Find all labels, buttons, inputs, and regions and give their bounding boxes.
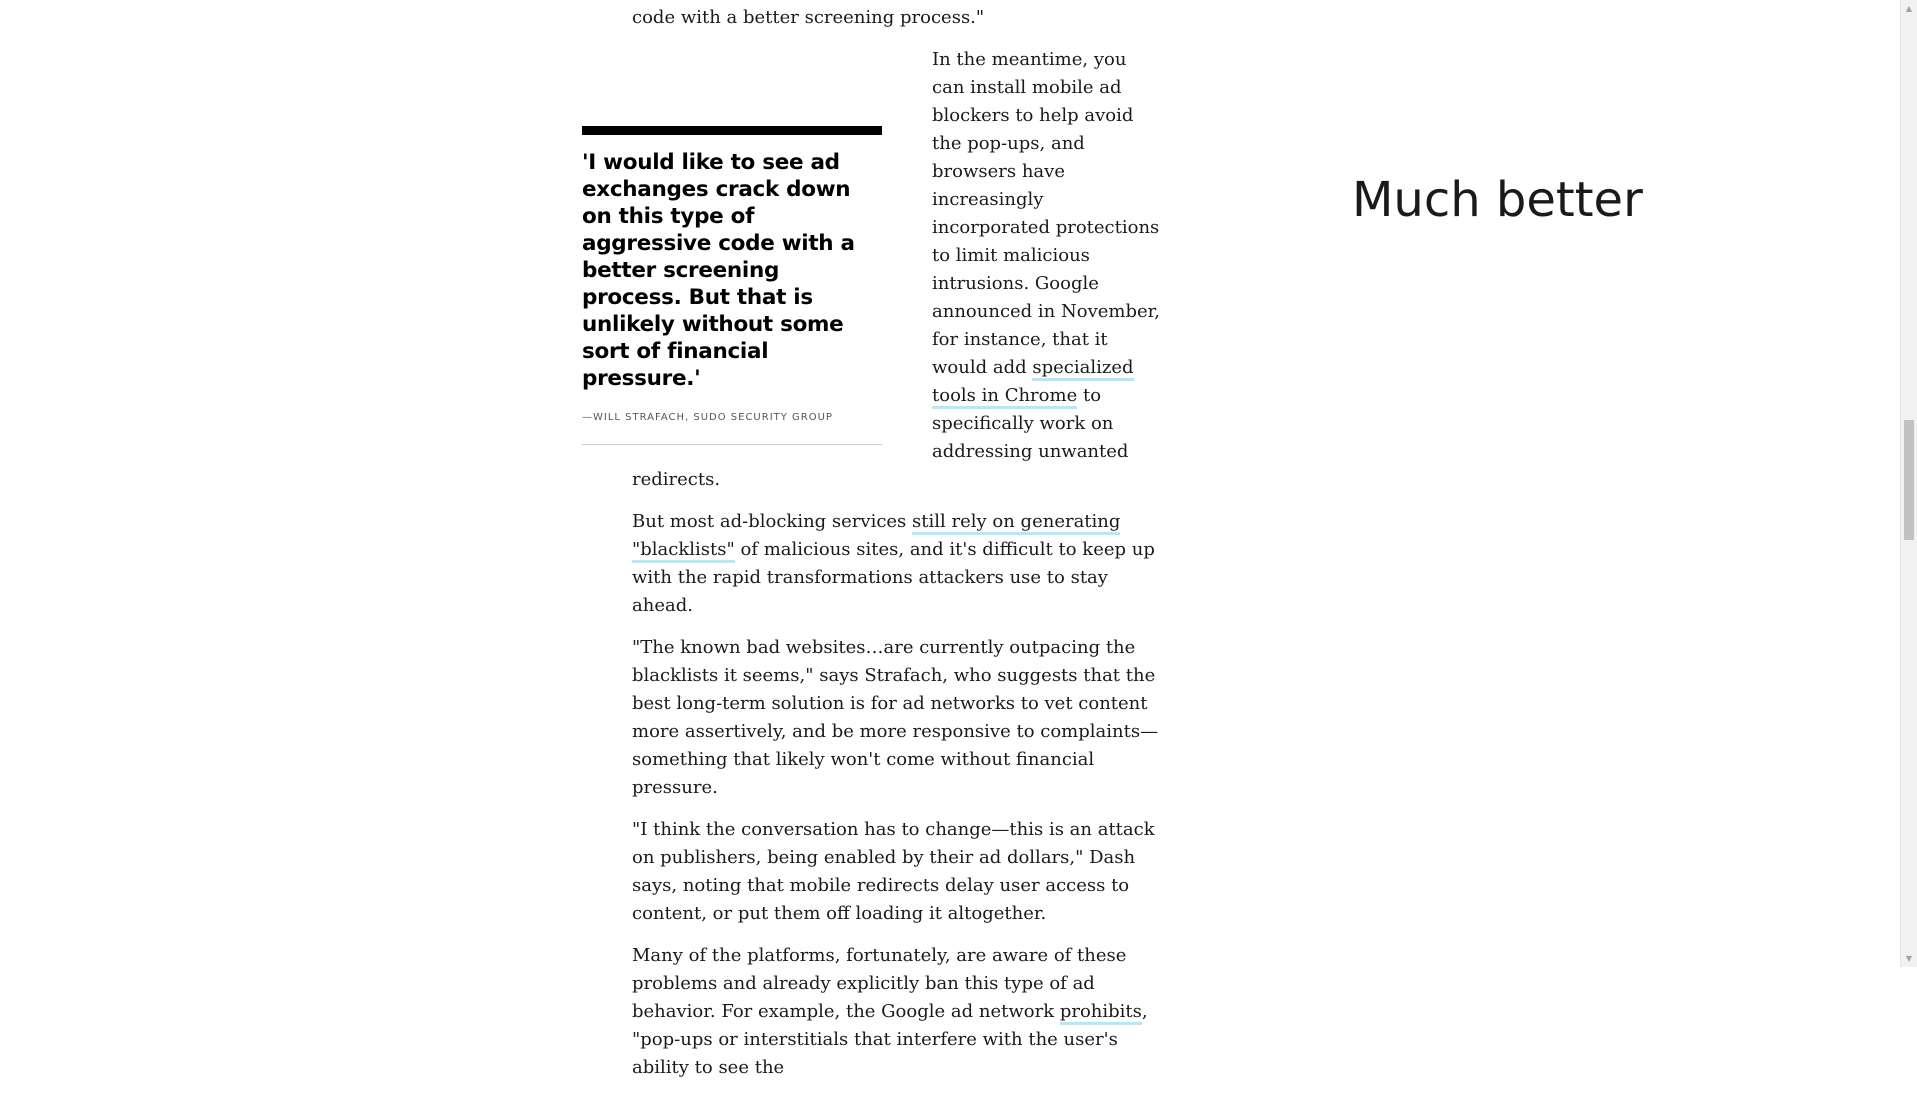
article-body: [582, 0, 1162, 1096]
scroll-up-icon[interactable]: ▲: [1905, 4, 1913, 13]
article-paragraph: [632, 508, 1162, 620]
article-paragraph: code with a better screening process.": [632, 7, 985, 28]
pull-quote: [582, 126, 882, 445]
article-paragraph: "I think the conversation has to change—this is an attack on publishers, being enabled by their ad dollars," Dash says, noting that mobile redirects delay user access to content, or put them off loading it altogether.: [632, 819, 1155, 924]
side-note-text: Much better: [1352, 172, 1643, 228]
paragraph-text: In the meantime, you can install mobile ad blockers to help avoid the pop-ups, and browsers have increasingly incorporated protections to limit malicious intrusions. Google announced in November, for instance, that it would add: [932, 49, 1160, 378]
paragraph-text: Many of the platforms, fortunately, are aware of these problems and already explicitly ban this type of ad behavior. For example, the Google ad network: [632, 945, 1127, 1022]
article-paragraph: [632, 942, 1162, 1082]
vertical-scrollbar[interactable]: [1900, 0, 1917, 967]
paragraph-text: But most ad-blocking services: [632, 511, 913, 532]
pull-quote-text: 'I would like to see ad exchanges crack down on this type of aggressive code with a better screening process. But that is unlikely without some sort of financial pressure.': [582, 150, 855, 391]
article-paragraph: "The known bad websites…are currently outpacing the blacklists it seems," says Strafach, who suggests that the best long-term solution is for ad networks to vet content more assertively, and be more responsive to complaints—something that likely won't come without financial pressure.: [632, 637, 1159, 798]
paragraph-text: of malicious sites, and it's difficult to keep up with the rapid transformations attackers use to stay ahead.: [632, 539, 1155, 616]
pull-quote-attribution: —WILL STRAFACH, SUDO SECURITY GROUP: [582, 412, 833, 423]
link-specialized-tools-chrome[interactable]: specialized tools in Chrome: [932, 357, 1134, 409]
paragraph-text: , "pop-ups or interstitials that interfere with the user's ability to see the: [632, 1001, 1148, 1078]
link-prohibits[interactable]: prohibits: [1060, 1001, 1142, 1025]
link-blacklists[interactable]: still rely on generating "blacklists": [632, 511, 1120, 563]
scroll-down-icon[interactable]: ▼: [1905, 954, 1913, 963]
paragraph-text: to specifically work on addressing unwanted redirects.: [632, 385, 1129, 490]
scrollbar-thumb[interactable]: [1904, 420, 1914, 540]
